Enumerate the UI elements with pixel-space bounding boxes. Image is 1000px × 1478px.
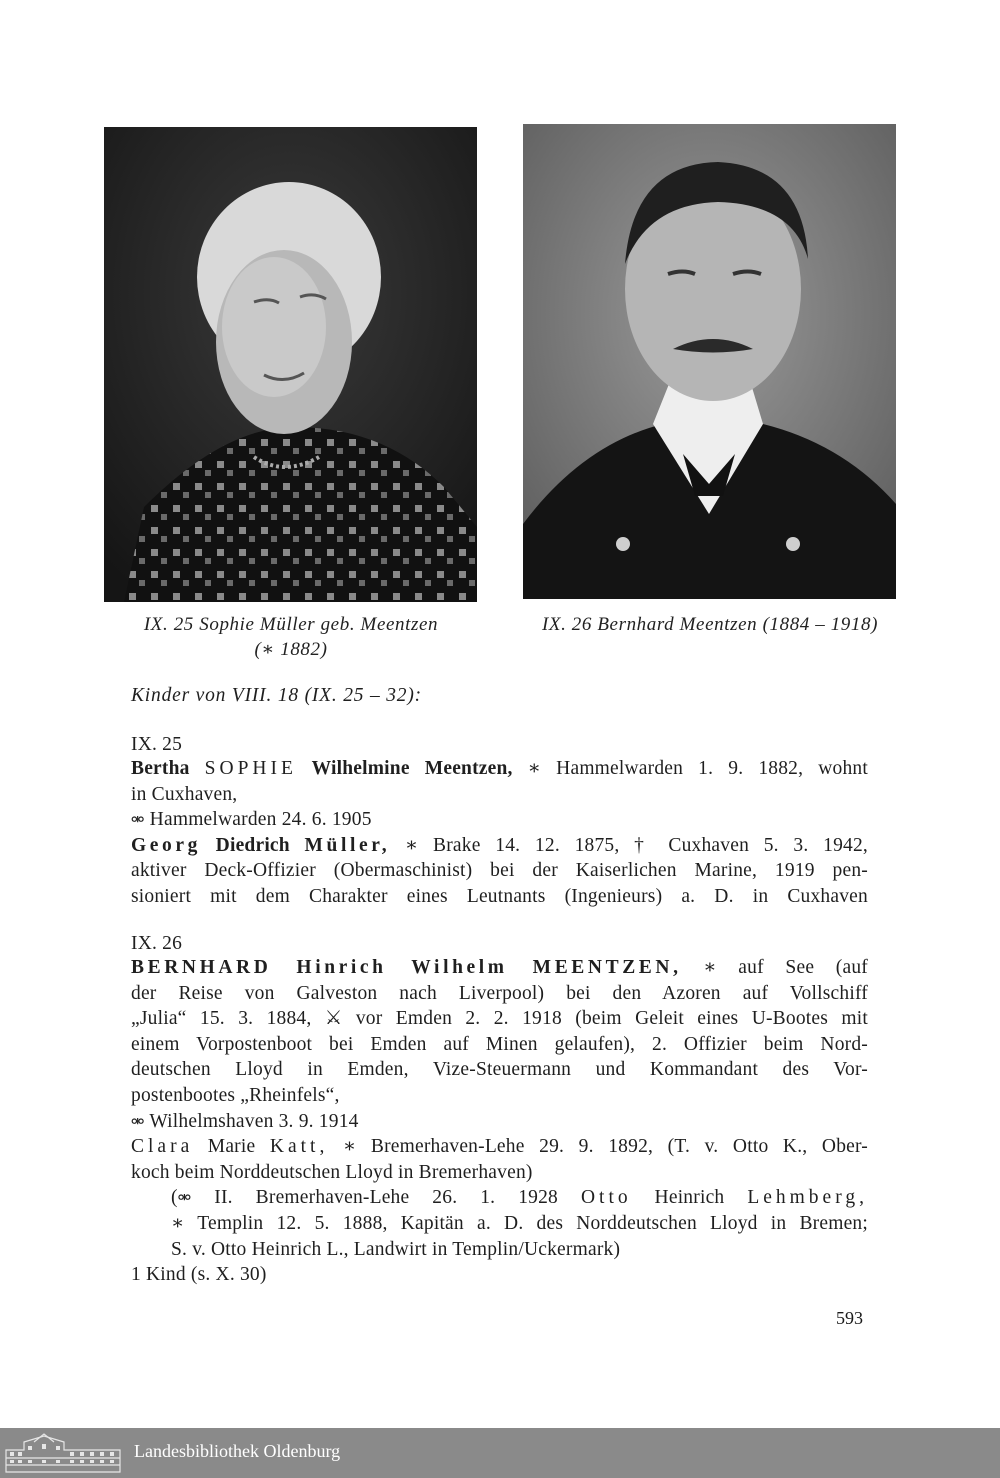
entry-26-spouse-mid: Marie: [193, 1136, 270, 1158]
entry-25-body: [131, 756, 868, 910]
entry-26-spouse-first: Clara: [131, 1136, 194, 1158]
caption-right: IX. 26 Bernhard Meentzen (1884 – 1918): [541, 614, 879, 635]
entry-25-line-6: sioniert mit dem Charakter eines Leutnants (Ingenieurs) a. D. in Cuxhaven: [131, 885, 868, 907]
portrait-bernhard-illustration: [523, 124, 896, 599]
entry-26-second-line-2: ∗ Templin 12. 5. 1888, Kapitän a. D. des Norddeutschen Lloyd in Bremen;: [171, 1212, 868, 1234]
entry-25-marriage-text: Hammelwarden 24. 6. 1905: [144, 809, 372, 831]
entry-26-name: BERNHARD Hinrich Wilhelm MEENTZEN,: [131, 957, 682, 978]
entry-26-second-line-3: S. v. Otto Heinrich L., Landwirt in Templin/Uckermark): [171, 1238, 621, 1260]
entry-25-line-5: aktiver Deck-Offizier (Obermaschinist) bei der Kaiserlichen Marine, 1919 pen-: [131, 860, 868, 882]
entry-26-marriage: [131, 1109, 868, 1135]
entry-25-line-1: [131, 756, 868, 782]
entry-25-marriage: [131, 807, 868, 833]
entry-26-children: 1 Kind (s. X. 30): [131, 1264, 267, 1286]
entry-26-body: [131, 955, 868, 1288]
entry-25-spouse-mid: Diedrich: [200, 834, 305, 856]
entry-25-spouse-last: Müller,: [304, 834, 391, 856]
entry-25-spouse: [131, 833, 868, 859]
page-number: 593: [836, 1308, 863, 1328]
library-name: Landesbibliothek Oldenburg: [134, 1441, 341, 1461]
portrait-photo-sophie: [104, 127, 477, 602]
entry-26-spouse-last: Katt,: [269, 1136, 329, 1158]
entry-26-marriage-text: Wilhelmshaven 3. 9. 1914: [144, 1110, 359, 1132]
entry-25-line-1-rest: ∗ Hammelwarden 1. 9. 1882, wohnt: [512, 758, 868, 779]
entry-26-line-2: der Reise von Galveston nach Liverpool) bei den Azoren auf Vollschiff: [131, 982, 868, 1004]
entry-26-line-1: [131, 955, 868, 981]
marriage-icon: ⚮: [131, 810, 145, 830]
entry-25-name-sophie: SOPHIE: [204, 758, 297, 779]
portrait-sophie-illustration: [104, 127, 477, 602]
entry-25-label: IX. 25: [131, 734, 183, 755]
entry-26-second-rest: II. Bremerhaven-Lehe 26. 1. 1928: [191, 1187, 581, 1209]
entry-25-spouse-first: Georg: [131, 834, 201, 856]
entry-26-second-name-mid: Heinrich: [631, 1187, 748, 1209]
entry-26-spouse: [131, 1134, 868, 1160]
entry-25-spouse-rest: ∗ Brake 14. 12. 1875, † Cuxhaven 5. 3. 1942,: [390, 834, 868, 856]
entry-26-second-marriage: [131, 1185, 868, 1211]
marriage-icon: ⚮: [177, 1188, 192, 1208]
entry-25-name-pre: Bertha: [131, 758, 205, 779]
entry-26-line-4: einem Vorpostenboot bei Emden auf Minen gelaufen), 2. Offizier beim Nord-: [131, 1033, 868, 1055]
entry-26-second-open: (: [171, 1187, 178, 1209]
entry-26-label: IX. 26: [131, 933, 183, 954]
library-building-icon: [4, 1432, 122, 1474]
caption-left-line1: IX. 25 Sophie Müller geb. Meentzen: [143, 614, 439, 635]
entry-25-line-2: in Cuxhaven,: [131, 783, 238, 805]
entry-26-line-1-rest: ∗ auf See (auf: [681, 957, 868, 978]
entry-26-second-name-first: Otto: [580, 1187, 632, 1209]
library-footer: [0, 1428, 1000, 1478]
marriage-icon: ⚮: [131, 1111, 145, 1131]
portrait-photo-bernhard: [523, 124, 896, 599]
entry-26-second-name-last: Lehmberg,: [747, 1187, 868, 1209]
entry-26-line-9: koch beim Norddeutschen Lloyd in Bremerhaven): [131, 1161, 533, 1183]
caption-left: [104, 612, 478, 662]
entry-26-line-3: „Julia“ 15. 3. 1884, ⚔ vor Emden 2. 2. 1918 (beim Geleit eines U-Bootes mit: [131, 1008, 868, 1030]
children-heading: Kinder von VIII. 18 (IX. 25 – 32):: [131, 685, 422, 706]
entry-25-name-post: Wilhelmine Meentzen,: [296, 758, 513, 779]
entry-26-line-5: deutschen Lloyd in Emden, Vize-Steuermann und Kommandant des Vor-: [131, 1059, 868, 1081]
entry-26-spouse-rest: ∗ Bremerhaven-Lehe 29. 9. 1892, (T. v. Otto K., Ober-: [328, 1136, 868, 1158]
caption-left-line2: (∗ 1882): [254, 639, 328, 660]
entry-26-line-6: postenbootes „Rheinfels“,: [131, 1084, 340, 1106]
